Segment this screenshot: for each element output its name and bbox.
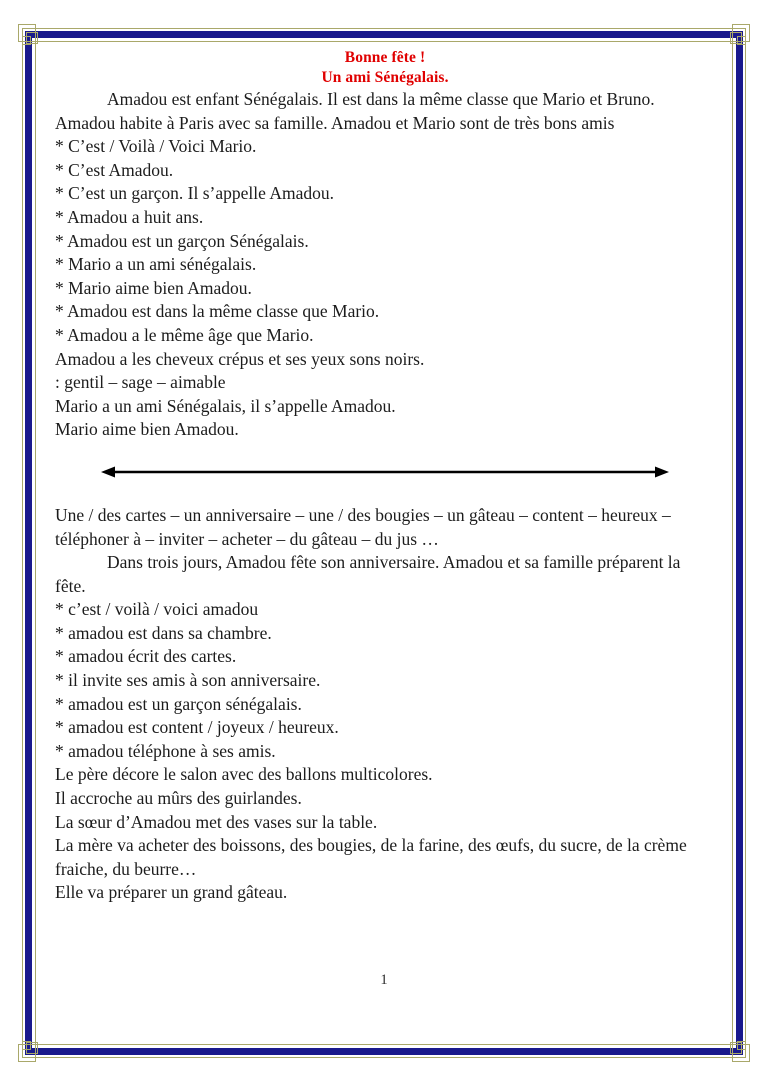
double-headed-arrow-divider (55, 464, 715, 484)
section-one (55, 88, 715, 442)
list-item: * Amadou est dans la même classe que Mario. (55, 301, 380, 322)
ornament-square (730, 32, 742, 44)
section-two (55, 504, 715, 905)
list-item: Le père décore le salon avec des ballons multicolores. (55, 764, 433, 785)
ornament-square (737, 36, 746, 45)
list-item: * amadou est dans sa chambre. (55, 622, 272, 643)
document-title-line-2: Un ami Sénégalais. (321, 69, 449, 86)
ornament-square (737, 1041, 746, 1050)
ornament-square (26, 32, 38, 44)
corner-ornament-top-right (724, 24, 750, 50)
ornament-square (26, 1042, 38, 1054)
section-two-intro-paragraph: Dans trois jours, Amadou fête son anniversaire. Amadou et sa famille préparent la fête. (55, 552, 681, 596)
list-item: * Mario a un ami sénégalais. (55, 254, 257, 275)
list-item: * amadou téléphone à ses amis. (55, 740, 276, 761)
list-item: * amadou est un garçon sénégalais. (55, 693, 302, 714)
list-item: La sœur d’Amadou met des vases sur la table. (55, 811, 378, 832)
ornament-square (732, 24, 750, 42)
ornament-square (22, 1041, 31, 1050)
ornament-square (18, 24, 36, 42)
page-number: 1 (380, 972, 388, 988)
list-item: Mario aime bien Amadou. (55, 419, 239, 440)
ornament-square (732, 1044, 750, 1062)
list-item: * amadou écrit des cartes. (55, 646, 237, 667)
list-item: Mario a un ami Sénégalais, il s’appelle Amadou. (55, 395, 396, 416)
corner-ornament-bottom-right (724, 1036, 750, 1062)
ornament-square (18, 1044, 36, 1062)
list-item: * c’est / voilà / voici amadou (55, 599, 259, 620)
list-item: * C’est un garçon. Il s’appelle Amadou. (55, 183, 334, 204)
list-item: Amadou a les cheveux crépus et ses yeux sons noirs. (55, 348, 425, 369)
list-item: * il invite ses amis à son anniversaire. (55, 670, 321, 691)
corner-ornament-bottom-left (18, 1036, 44, 1062)
section-two-closing-paragraph: La mère va acheter des boissons, des bougies, de la farine, des œufs, du sucre, de la crème fraiche, du beurre… (55, 835, 687, 879)
document-title-line-1: Bonne fête ! (344, 49, 426, 66)
list-item: : gentil – sage – aimable (55, 372, 226, 393)
section-one-intro-paragraph: Amadou est enfant Sénégalais. Il est dans la même classe que Mario et Bruno. Amadou habite à Paris avec sa famille. Amadou et Mario sont de très bons amis (55, 89, 655, 133)
document-content (55, 48, 715, 905)
list-item: * Amadou a huit ans. (55, 206, 204, 227)
list-item: * Amadou est un garçon Sénégalais. (55, 230, 309, 251)
section-two-vocabulary-paragraph: Une / des cartes – un anniversaire – une / des bougies – un gâteau – content – heureux – téléphoner à – inviter – acheter – du gâteau – du jus … (55, 504, 671, 549)
section-two-closing-line: Elle va préparer un grand gâteau. (55, 882, 288, 903)
list-item: * C’est / Voilà / Voici Mario. (55, 136, 257, 157)
list-item: * C’est Amadou. (55, 159, 174, 180)
corner-ornament-top-left (18, 24, 44, 50)
list-item: * amadou est content / joyeux / heureux. (55, 717, 339, 738)
list-item: * Mario aime bien Amadou. (55, 277, 252, 298)
ornament-square (22, 36, 31, 45)
list-item: Il accroche au mûrs des guirlandes. (55, 788, 302, 809)
ornament-square (730, 1042, 742, 1054)
list-item: * Amadou a le même âge que Mario. (55, 324, 314, 345)
double-arrow-icon (101, 464, 669, 480)
